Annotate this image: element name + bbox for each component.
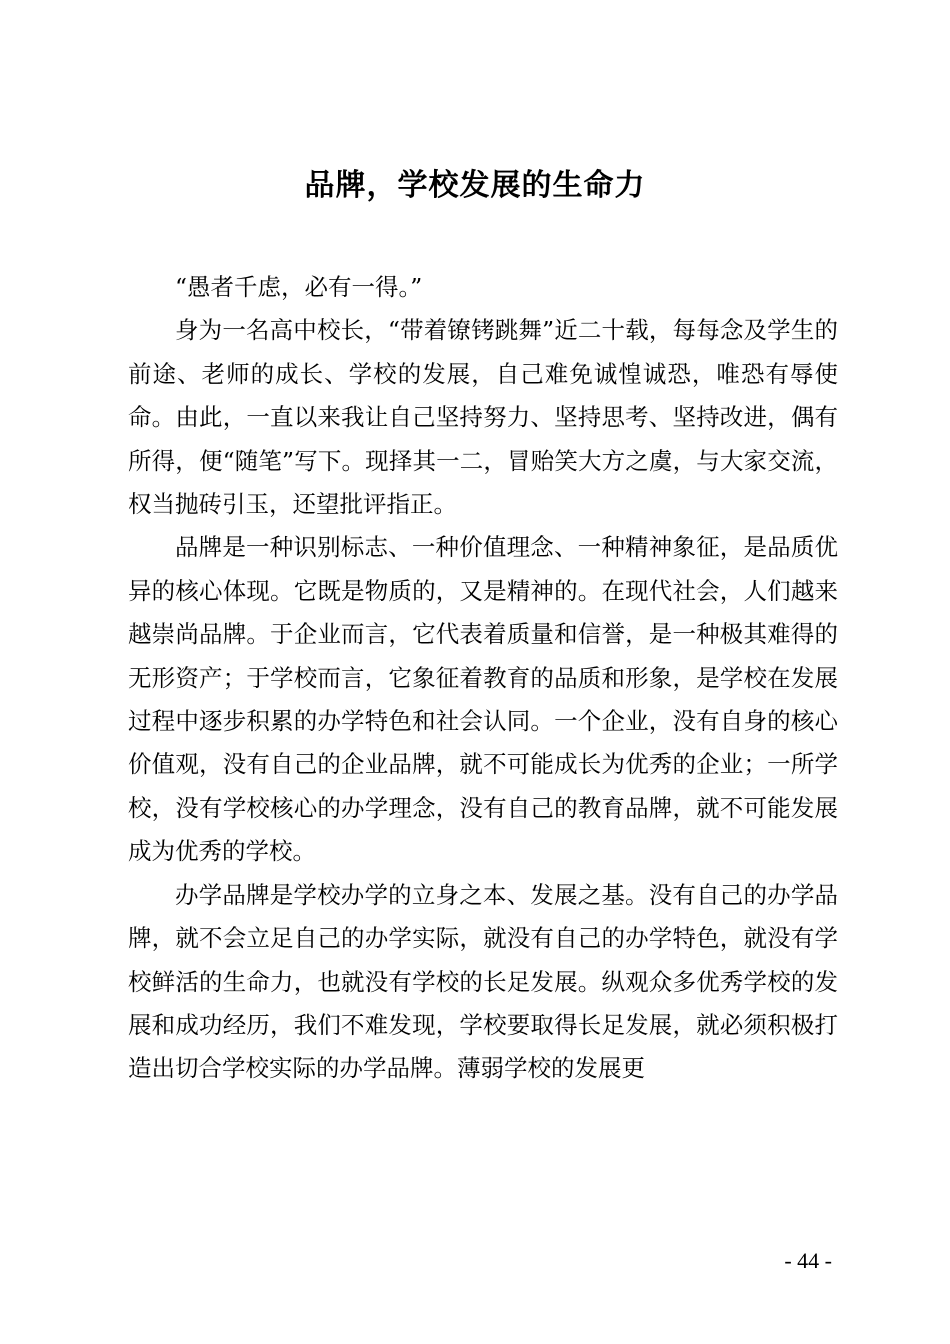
document-body bbox=[128, 266, 838, 1091]
paragraph-intro: 身为一名高中校长，“带着镣铐跳舞”近二十载，每每念及学生的前途、老师的成长、学校的发展，自己难免诚惶诚恐，唯恐有辱使命。由此，一直以来我让自己坚持努力、坚持思考、坚持改进，偶有所得，便“随笔”写下。现择其一二，冒贻笑大方之虞，与大家交流，权当抛砖引玉，还望批评指正。 bbox=[128, 316, 838, 519]
paragraph-brand-definition: 品牌是一种识别标志、一种价值理念、一种精神象征，是品质优异的核心体现。它既是物质的，又是精神的。在现代社会，人们越来越崇尚品牌。于企业而言，它代表着质量和信誉，是一种极其难得的无形资产；于学校而言，它象征着教育的品质和形象，是学校在发展过程中逐步积累的办学特色和社会认同。一个企业，没有自身的核心价值观，没有自己的企业品牌，就不可能成长为优秀的企业；一所学校，没有学校核心的办学理念，没有自己的教育品牌，就不可能发展成为优秀的学校。 bbox=[128, 533, 838, 866]
document-title: 品牌，学校发展的生命力 bbox=[304, 168, 646, 203]
paragraph-quote: “愚者千虑，必有一得。” bbox=[175, 273, 423, 301]
page-number: - 44 - bbox=[784, 1248, 832, 1273]
paragraph-school-brand: 办学品牌是学校办学的立身之本、发展之基。没有自己的办学品牌，就不会立足自己的办学实际，就没有自己的办学特色，就没有学校鲜活的生命力，也就没有学校的长足发展。纵观众多优秀学校的发展和成功经历，我们不难发现，学校要取得长足发展，就必须积极打造出切合学校实际的办学品牌。薄弱学校的发展更 bbox=[128, 880, 838, 1083]
